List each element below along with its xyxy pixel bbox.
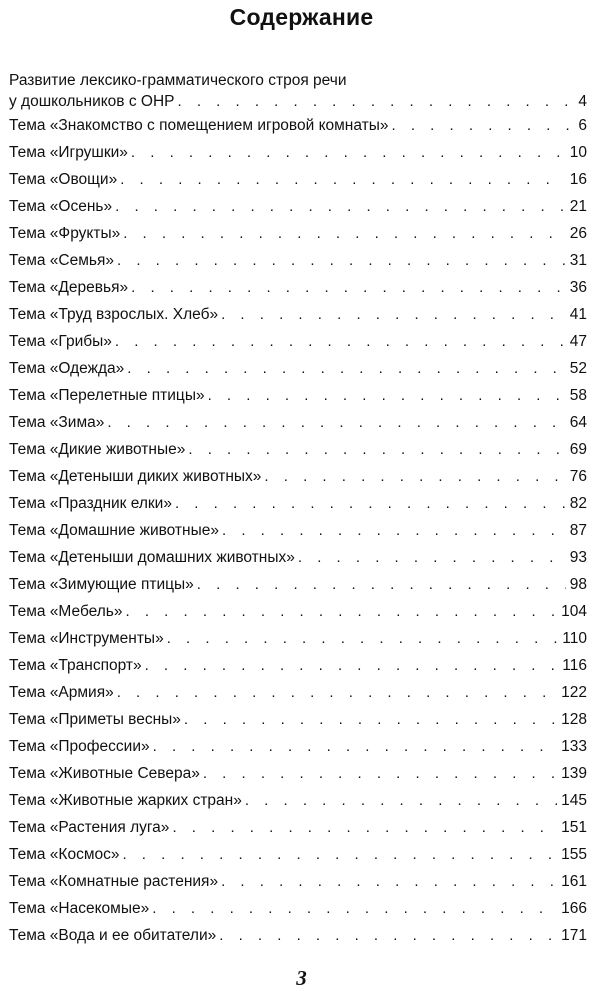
toc-entry-title: Тема «Труд взрослых. Хлеб» xyxy=(9,306,219,323)
toc-page-number: 104 xyxy=(561,603,587,620)
toc-entry xyxy=(9,198,587,225)
dot-leader xyxy=(152,900,557,917)
toc-entry-title: Тема «Детеныши домашних животных» xyxy=(9,549,295,566)
toc-entry xyxy=(9,846,587,873)
toc-page-number: 155 xyxy=(561,846,587,863)
toc-page-number: 36 xyxy=(569,279,587,296)
toc-entry-title: Тема «Семья» xyxy=(9,252,114,269)
toc-page-number: 145 xyxy=(561,792,587,809)
toc-entry-title: Тема «Вода и ее обитатели» xyxy=(9,927,217,944)
toc-intro-line2-row xyxy=(9,91,587,112)
toc-page-number: 41 xyxy=(569,306,587,323)
toc-page-number: 133 xyxy=(561,738,587,755)
toc-entry xyxy=(9,117,587,144)
toc-entry xyxy=(9,927,587,954)
toc-page-number: 116 xyxy=(562,657,587,674)
toc-entry xyxy=(9,630,587,657)
dot-leader xyxy=(219,927,557,944)
toc-entry-title: Тема «Приметы весны» xyxy=(9,711,181,728)
toc-page-number: 64 xyxy=(569,414,587,431)
toc-entry-title: Тема «Домашние животные» xyxy=(9,522,219,539)
toc-page-number: 4 xyxy=(578,93,587,110)
toc-page-number: 16 xyxy=(569,171,587,188)
toc-entry-title: Тема «Грибы» xyxy=(9,333,112,350)
dot-leader xyxy=(245,792,557,809)
toc-page-number: 171 xyxy=(561,927,587,944)
toc-entry-title: Тема «Осень» xyxy=(9,198,113,215)
toc-page-number: 47 xyxy=(569,333,587,350)
toc-entry-title: Тема «Праздник елки» xyxy=(9,495,172,512)
dot-leader xyxy=(115,198,566,215)
toc-entry xyxy=(9,333,587,360)
toc-entry xyxy=(9,171,587,198)
toc-entry xyxy=(9,873,587,900)
toc-entry-title: Тема «Армия» xyxy=(9,684,114,701)
toc-entry-title: Тема «Животные жарких стран» xyxy=(9,792,242,809)
dot-leader xyxy=(153,738,558,755)
toc-entry-title: Тема «Фрукты» xyxy=(9,225,121,242)
toc-entry xyxy=(9,900,587,927)
toc-entry xyxy=(9,468,587,495)
dot-leader xyxy=(221,873,557,890)
toc-page-number: 76 xyxy=(569,468,587,485)
toc-entry-title: Тема «Дикие животные» xyxy=(9,441,186,458)
dot-leader xyxy=(298,549,566,566)
dot-leader xyxy=(123,225,566,242)
toc-entry xyxy=(9,495,587,522)
toc-intro-line2: у дошкольников с ОНР xyxy=(9,93,175,110)
toc-page-number: 26 xyxy=(569,225,587,242)
dot-leader xyxy=(208,387,566,404)
dot-leader xyxy=(175,495,566,512)
dot-leader xyxy=(197,576,566,593)
dot-leader xyxy=(122,846,557,863)
dot-leader xyxy=(188,441,565,458)
dot-leader xyxy=(172,819,557,836)
toc-page-number: 166 xyxy=(561,900,587,917)
toc-page-number: 98 xyxy=(569,576,587,593)
toc-entry-title: Тема «Овощи» xyxy=(9,171,118,188)
dot-leader xyxy=(131,144,566,161)
toc-entry-title: Тема «Зимующие птицы» xyxy=(9,576,194,593)
page-title: Содержание xyxy=(229,4,374,30)
dot-leader xyxy=(120,171,566,188)
dot-leader xyxy=(178,91,575,112)
toc-entry xyxy=(9,360,587,387)
toc-entry-title: Тема «Мебель» xyxy=(9,603,123,620)
toc-entry-title: Тема «Зима» xyxy=(9,414,105,431)
toc-entry-title: Тема «Инструменты» xyxy=(9,630,164,647)
toc-page-number: 58 xyxy=(569,387,587,404)
toc-entry-title: Тема «Игрушки» xyxy=(9,144,128,161)
toc-entry-title: Тема «Животные Севера» xyxy=(9,765,200,782)
page-number-folio: 3 xyxy=(296,966,307,990)
toc-entry xyxy=(9,603,587,630)
toc-entry-title: Тема «Детеныши диких животных» xyxy=(9,468,262,485)
toc-entry xyxy=(9,225,587,252)
toc-entry xyxy=(9,387,587,414)
toc-entry xyxy=(9,657,587,684)
toc-page-number: 110 xyxy=(562,630,587,647)
toc-intro-line1: Развитие лексико-грамматического строя речи xyxy=(9,72,347,89)
toc-entry-title: Тема «Космос» xyxy=(9,846,120,863)
dot-leader xyxy=(117,252,566,269)
toc-entry-title: Тема «Комнатные растения» xyxy=(9,873,219,890)
toc-entry-title: Тема «Транспорт» xyxy=(9,657,142,674)
toc-entry xyxy=(9,684,587,711)
dot-leader xyxy=(221,306,566,323)
toc-page-number: 161 xyxy=(561,873,587,890)
dot-leader xyxy=(145,657,559,674)
toc-entry xyxy=(9,522,587,549)
toc-page-number: 10 xyxy=(569,144,587,161)
dot-leader xyxy=(107,414,565,431)
toc-entry xyxy=(9,414,587,441)
toc-entry xyxy=(9,765,587,792)
toc-entry xyxy=(9,792,587,819)
dot-leader xyxy=(117,684,557,701)
toc-page-number: 21 xyxy=(569,198,587,215)
toc-entry-title: Тема «Насекомые» xyxy=(9,900,150,917)
table-of-contents xyxy=(9,70,587,954)
dot-leader xyxy=(184,711,557,728)
dot-leader xyxy=(131,279,566,296)
toc-entry xyxy=(9,144,587,171)
dot-leader xyxy=(392,117,575,134)
toc-entry-title: Тема «Растения луга» xyxy=(9,819,170,836)
toc-entry xyxy=(9,819,587,846)
toc-entry-title: Тема «Перелетные птицы» xyxy=(9,387,205,404)
toc-entry xyxy=(9,306,587,333)
toc-entry-title: Тема «Профессии» xyxy=(9,738,150,755)
toc-page-number: 82 xyxy=(569,495,587,512)
toc-entry-title: Тема «Одежда» xyxy=(9,360,125,377)
toc-page-number: 87 xyxy=(569,522,587,539)
toc-entry xyxy=(9,711,587,738)
toc-page-number: 128 xyxy=(561,711,587,728)
toc-intro-entry xyxy=(9,70,587,112)
toc-page-number: 122 xyxy=(561,684,587,701)
toc-page-number: 6 xyxy=(578,117,587,134)
toc-entry xyxy=(9,279,587,306)
toc-entry xyxy=(9,441,587,468)
toc-entry xyxy=(9,576,587,603)
toc-entry-title: Тема «Деревья» xyxy=(9,279,129,296)
dot-leader xyxy=(264,468,565,485)
dot-leader xyxy=(167,630,559,647)
dot-leader xyxy=(127,360,565,377)
toc-page-number: 69 xyxy=(569,441,587,458)
toc-entry-title: Тема «Знакомство с помещением игровой комнаты» xyxy=(9,117,389,134)
dot-leader xyxy=(203,765,557,782)
toc-entry xyxy=(9,549,587,576)
dot-leader xyxy=(222,522,566,539)
toc-entry xyxy=(9,252,587,279)
toc-page-number: 52 xyxy=(569,360,587,377)
toc-page-number: 139 xyxy=(561,765,587,782)
toc-entry xyxy=(9,738,587,765)
dot-leader xyxy=(126,603,558,620)
toc-page-number: 93 xyxy=(569,549,587,566)
toc-page-number: 151 xyxy=(561,819,587,836)
toc-entries-list xyxy=(9,117,587,954)
dot-leader xyxy=(115,333,566,350)
toc-page-number: 31 xyxy=(569,252,587,269)
